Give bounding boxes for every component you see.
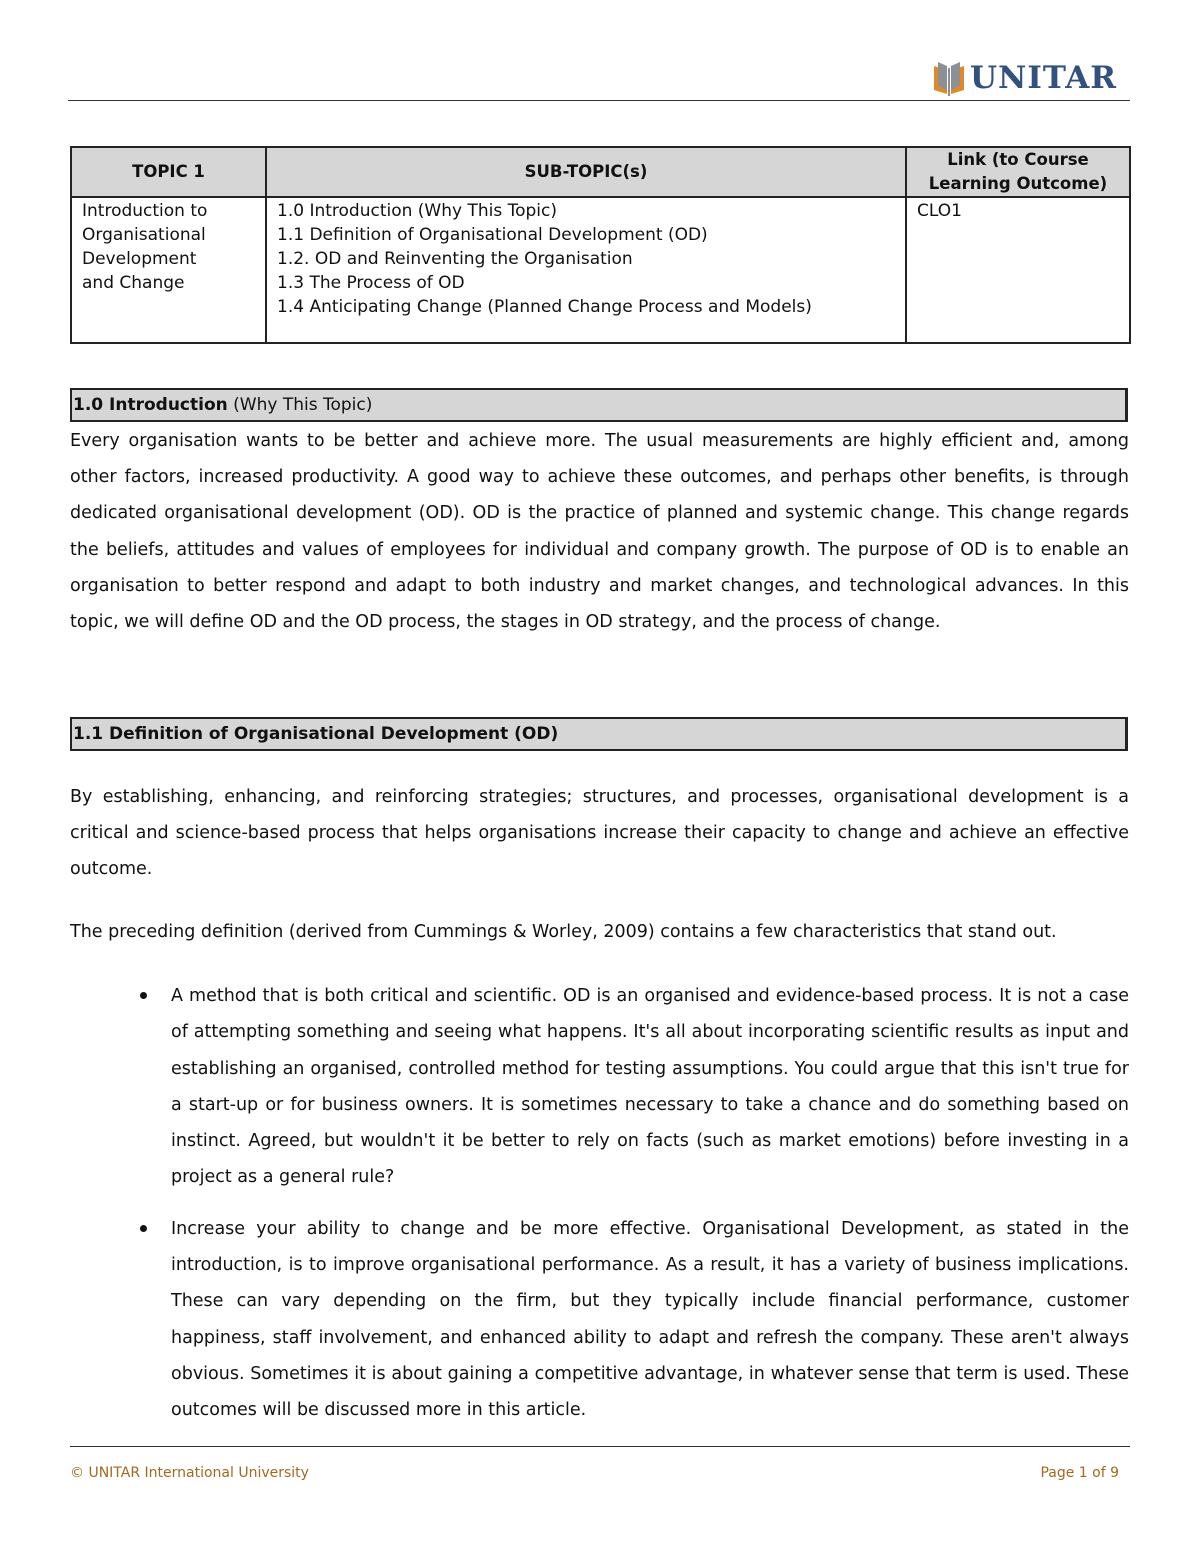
section-heading-rest: (Why This Topic) — [227, 395, 373, 415]
subtopic-item: 1.3 The Process of OD — [277, 273, 465, 293]
unitar-logo — [932, 58, 1117, 98]
subtopics-cell — [266, 197, 906, 343]
characteristics-intro: The preceding definition (derived from Cummings & Worley, 2009) contains a few characteristics that stand out. — [70, 922, 1057, 942]
characteristics-list — [70, 978, 1129, 1429]
topic-line: and Change — [82, 273, 185, 293]
topic-table — [70, 146, 1131, 344]
section-heading-1-1: 1.1 Definition of Organisational Development (OD) — [70, 717, 1128, 751]
intro-paragraph: Every organisation wants to be better and achieve more. The usual measurements are highly efficient and, among other factors, increased productivity. A good way to achieve these outcomes, and perhaps other benefits, is through dedicated organisational development (OD). OD is the practice of planned and systemic change. This change regards the beliefs, attitudes and values of employees for individual and company growth. The purpose of OD is to enable an organisation to better respond and adapt to both industry and market changes, and technological advances. In this topic, we will define OD and the OD process, the stages in OD strategy, and the process of change. — [70, 431, 1129, 633]
clo-header: Link (to Course Learning Outcome) — [906, 147, 1130, 197]
subtopic-item: 1.1 Definition of Organisational Development (OD) — [277, 225, 708, 245]
footer-copyright: © UNITAR International University — [70, 1465, 309, 1481]
section-heading-1-0 — [70, 388, 1128, 422]
subtopic-item: 1.2. OD and Reinventing the Organisation — [277, 249, 633, 269]
bullet-icon — [140, 1225, 147, 1232]
topic-table-header-row — [71, 147, 1130, 197]
logo-text: UNITAR — [970, 60, 1118, 96]
topic-table-row — [71, 197, 1130, 343]
page-number: Page 1 of 9 — [1040, 1465, 1119, 1481]
subtopic-item: 1.0 Introduction (Why This Topic) — [277, 201, 558, 221]
open-book-icon — [932, 60, 966, 96]
bullet-icon — [140, 992, 147, 999]
clo-value: CLO1 — [917, 201, 962, 221]
topic-line: Organisational — [82, 225, 206, 245]
header-divider — [68, 100, 1130, 101]
list-item — [70, 978, 1129, 1196]
subtopic-item: 1.4 Anticipating Change (Planned Change Process and Models) — [277, 297, 812, 317]
clo-cell — [906, 197, 1130, 343]
topic-cell — [71, 197, 266, 343]
list-item — [70, 1211, 1129, 1429]
section-heading-bold: 1.0 Introduction — [73, 395, 228, 415]
subtopic-header: SUB-TOPIC(s) — [266, 147, 906, 197]
list-item-text: A method that is both critical and scientific. OD is an organised and evidence-based process. It is not a case of attempting something and seeing what happens. It's all about incorporating scientific results as input and establishing an organised, controlled method for testing assumptions. You could argue that this isn't true for a start-up or for business owners. It is sometimes necessary to take a chance and do something based on instinct. Agreed, but wouldn't it be better to rely on facts (such as market emotions) before investing in a project as a general rule? — [171, 986, 1129, 1188]
topic-line: Introduction to — [82, 201, 208, 221]
topic-line: Development — [82, 249, 197, 269]
topic-header: TOPIC 1 — [71, 147, 266, 197]
list-item-text: Increase your ability to change and be more effective. Organisational Development, as stated in the introduction, is to improve organisational performance. As a result, it has a variety of business implications. These can vary depending on the firm, but they typically include financial performance, customer happiness, staff involvement, and enhanced ability to adapt and refresh the company. These aren't always obvious. Sometimes it is about gaining a competitive advantage, in whatever sense that term is used. These outcomes will be discussed more in this article. — [171, 1218, 1129, 1421]
footer-divider — [70, 1446, 1130, 1447]
definition-paragraph: By establishing, enhancing, and reinforcing strategies; structures, and processes, organisational development is a critical and science-based process that helps organisations increase their capacity to change and achieve an effective outcome. — [70, 787, 1129, 880]
